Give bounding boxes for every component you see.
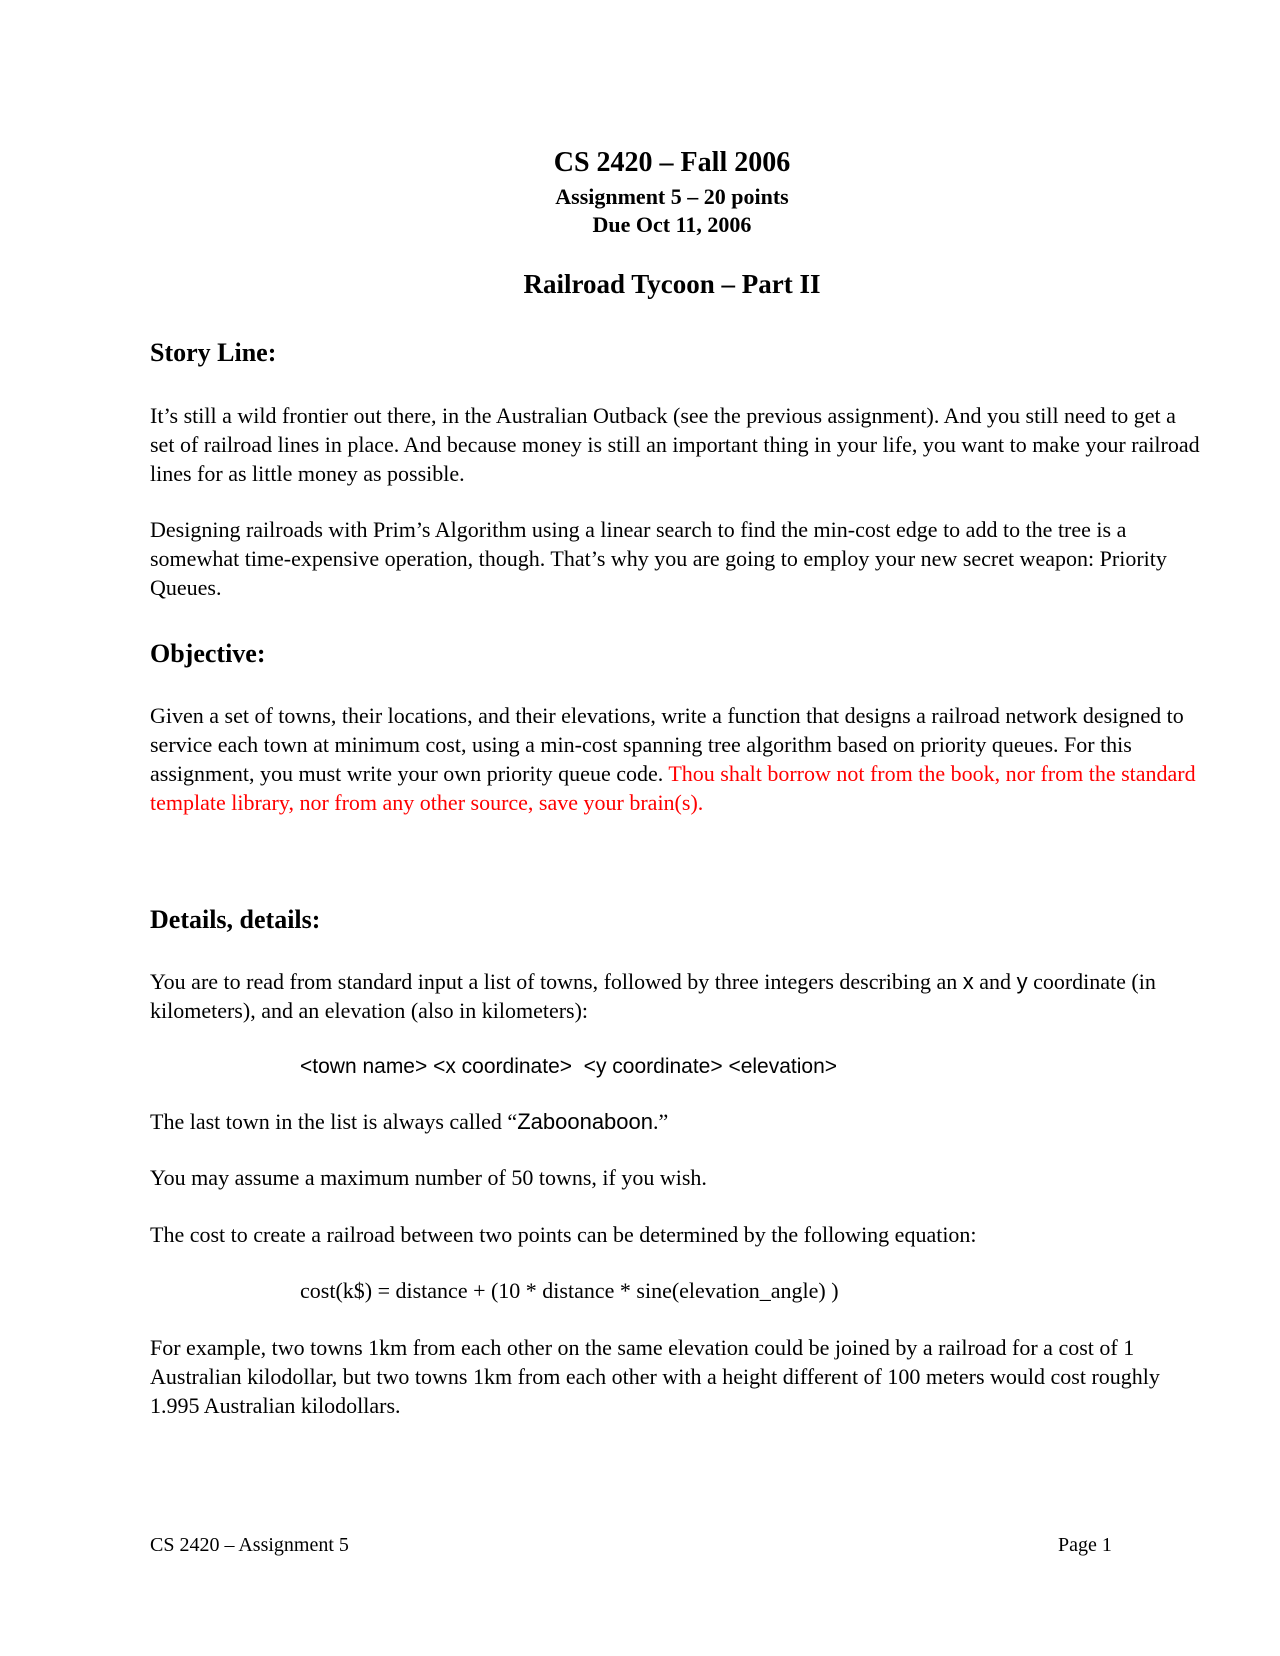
x-variable: x [962, 969, 974, 994]
y-variable: y [1016, 969, 1028, 994]
objective-text: Given a set of towns, their locations, and their elevations, write a function that designs a railroad network designed to service each town at minimum cost, using a min-cost spanning tree algorithm based on priority queues. For this assignment, you must write your own priority queue code. [150, 703, 1184, 786]
due-date: Due Oct 11, 2006 [592, 212, 752, 237]
details-heading: Details, details: [150, 905, 321, 934]
story-paragraph-2: Designing railroads with Prim’s Algorithm using a linear search to find the min-cost edge to add to the tree is a somewhat time-expensive operation, though. That’s why you are going to employ your new secret weapon: Priority Queues. [150, 517, 1167, 600]
max-towns-note: You may assume a maximum number of 50 towns, if you wish. [150, 1165, 707, 1190]
input-description-and: and [973, 969, 1017, 994]
cost-intro: The cost to create a railroad between two points can be determined by the following equation: [150, 1222, 977, 1247]
last-town-text: The last town in the list is always called “ [150, 1109, 518, 1134]
input-description-text: You are to read from standard input a list of towns, followed by three integers describing an [150, 969, 963, 994]
page-number: Page 1 [1058, 1534, 1112, 1556]
input-description-rest: coordinate (in kilometers), and an elevation (also in kilometers): [150, 969, 1156, 1023]
cost-example: For example, two towns 1km from each other on the same elevation could be joined by a railroad for a cost of 1 Australian kilodollar, but two towns 1km from each other with a height different of 100 meters would cost roughly 1.995 Australian kilodollars. [150, 1335, 1160, 1418]
story-paragraph-1: It’s still a wild frontier out there, in the Australian Outback (see the previous assignment). And you still need to get a set of railroad lines in place. And because money is still an important thing in your life, you want to make your railroad lines for as little money as possible. [150, 403, 1200, 486]
last-town-note [150, 1107, 1200, 1136]
objective-heading: Objective: [150, 639, 266, 668]
last-town-name: Zaboonaboon [517, 1109, 653, 1134]
project-title: Railroad Tycoon – Part II [523, 269, 821, 299]
story-line-heading: Story Line: [150, 338, 277, 367]
objective-warning: Thou shalt borrow not from the book, nor from the standard template library, nor from any other source, save your brain(s). [150, 761, 1196, 815]
last-town-quote-end: .” [653, 1109, 669, 1134]
objective-paragraph [150, 701, 1200, 817]
assignment-points: Assignment 5 – 20 points [555, 184, 789, 209]
cost-equation: cost(k$) = distance + (10 * distance * sine(elevation_angle) ) [300, 1278, 839, 1303]
input-description [150, 967, 1200, 1025]
input-format-line: <town name> <x coordinate> <y coordinate> <elevation> [300, 1055, 838, 1078]
footer-left: CS 2420 – Assignment 5 [150, 1534, 349, 1556]
course-title: CS 2420 – Fall 2006 [553, 147, 791, 178]
